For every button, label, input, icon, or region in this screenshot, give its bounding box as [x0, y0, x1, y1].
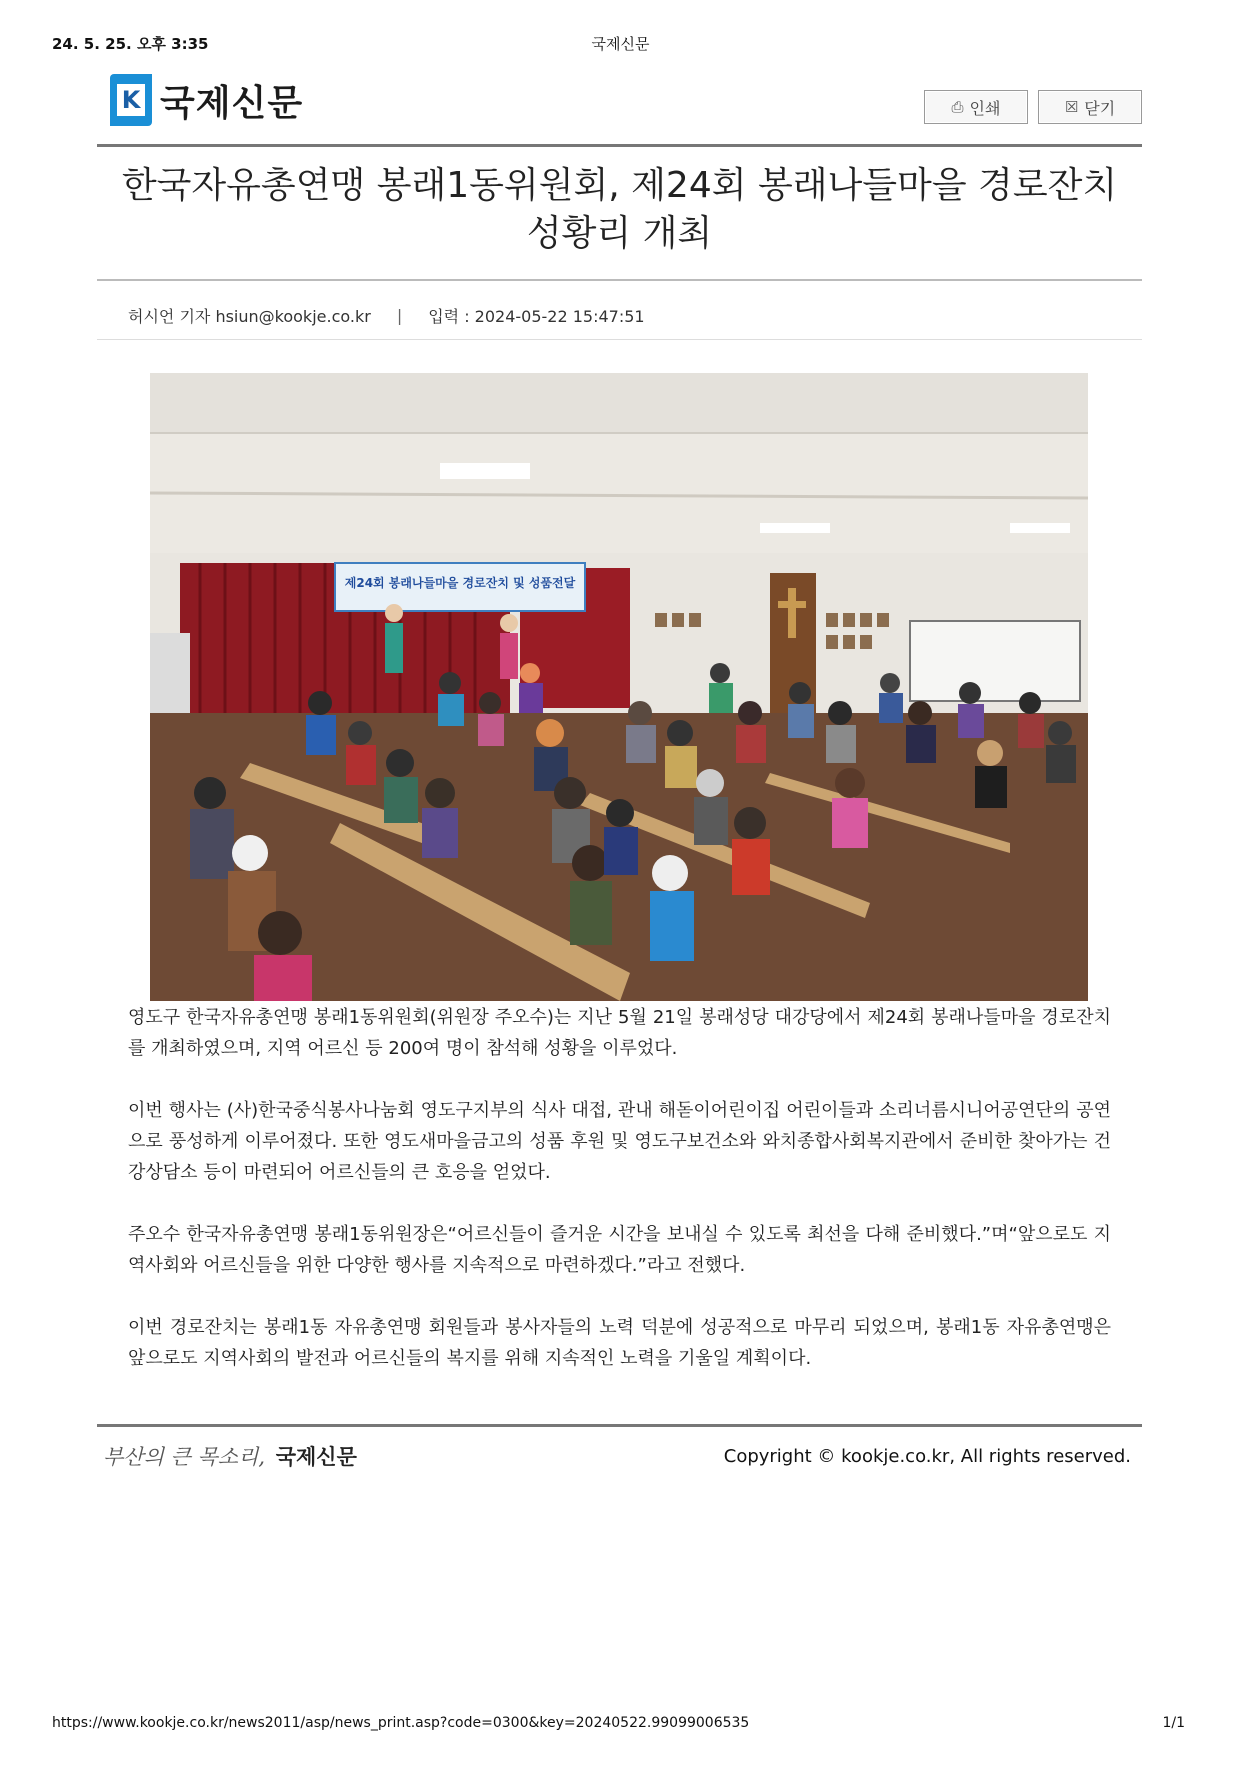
print-button[interactable] — [924, 90, 1028, 124]
slogan-text: 부산의 큰 목소리, — [103, 1445, 266, 1469]
page-number: 1/1 — [1162, 1715, 1185, 1731]
byline — [128, 304, 645, 327]
headline-line-2: 성황리 개최 — [526, 213, 713, 254]
copyright: Copyright © kookje.co.kr, All rights reserved. — [723, 1446, 1131, 1467]
byline-separator: | — [396, 306, 403, 325]
logo-k-icon: K — [110, 74, 152, 126]
article-headline — [97, 162, 1142, 258]
action-buttons — [924, 90, 1142, 124]
close-button-label: 닫기 — [1084, 98, 1116, 118]
banner-text: 제24회 봉래나들마을 경로잔치 및 성품전달 — [344, 576, 576, 590]
print-header — [0, 33, 1241, 55]
publish-date: 입력 : 2024-05-22 15:47:51 — [428, 307, 645, 326]
article-paragraph: 이번 행사는 (사)한국중식봉사나눔회 영도구지부의 식사 대접, 관내 해돋이어린이집 어린이들과 소리너름시니어공연단의 공연으로 풍성하게 이루어졌다. 또한 영도새마을금고의 성품 후원 및 영도구보건소와 와치종합사회복지관에서 준비한 찾아가는 건강상담소 등이 마련되어 어르신들의 큰 호응을 얻었다. — [128, 1100, 1111, 1183]
divider — [97, 339, 1142, 340]
logo-text: 국제신문 — [160, 82, 304, 124]
article-body — [128, 1002, 1111, 1405]
article-paragraph: 이번 경로잔치는 봉래1동 자유총연맹 회원들과 봉사자들의 노력 덕분에 성공적으로 마무리 되었으며, 봉래1동 자유총연맹은 앞으로도 지역사회의 발전과 어르신들의 복지를 위해 지속적인 노력을 기울일 계획이다. — [128, 1317, 1111, 1369]
article-photo — [150, 373, 1088, 1001]
print-datetime: 24. 5. 25. 오후 3:35 — [52, 35, 209, 53]
site-logo — [110, 74, 303, 126]
headline-line-1: 한국자유총연맹 봉래1동위원회, 제24회 봉래나들마을 경로잔치 — [121, 165, 1118, 206]
article-paragraph: 주오수 한국자유총연맹 봉래1동위원장은“어르신들이 즐거운 시간을 보내실 수 있도록 최선을 다해 준비했다.”며“앞으로도 지역사회와 어르신들을 위한 다양한 행사를 지속적으로 마련하겠다.”라고 전했다. — [128, 1224, 1111, 1276]
article-paragraph: 영도구 한국자유총연맹 봉래1동위원회(위원장 주오수)는 지난 5월 21일 봉래성당 대강당에서 제24회 봉래나들마을 경로잔치를 개최하였으며, 지역 어르신 등 200여 명이 참석해 성황을 이루었다. — [128, 1007, 1111, 1059]
printer-icon: ⎙ — [951, 98, 964, 116]
print-page-title: 국제신문 — [591, 35, 650, 53]
divider — [97, 144, 1142, 147]
masthead — [110, 74, 1142, 130]
print-url: https://www.kookje.co.kr/news2011/asp/news_print.asp?code=0300&key=20240522.99099006535 — [52, 1715, 750, 1731]
close-box-icon: ☒ — [1064, 98, 1079, 116]
divider — [97, 279, 1142, 281]
divider — [97, 1424, 1142, 1427]
footer-slogan — [103, 1441, 357, 1471]
print-button-label: 인쇄 — [969, 98, 1001, 118]
reporter: 허시언 기자 hsiun@kookje.co.kr — [128, 307, 371, 326]
slogan-brand: 국제신문 — [275, 1445, 357, 1469]
close-button[interactable] — [1038, 90, 1142, 124]
